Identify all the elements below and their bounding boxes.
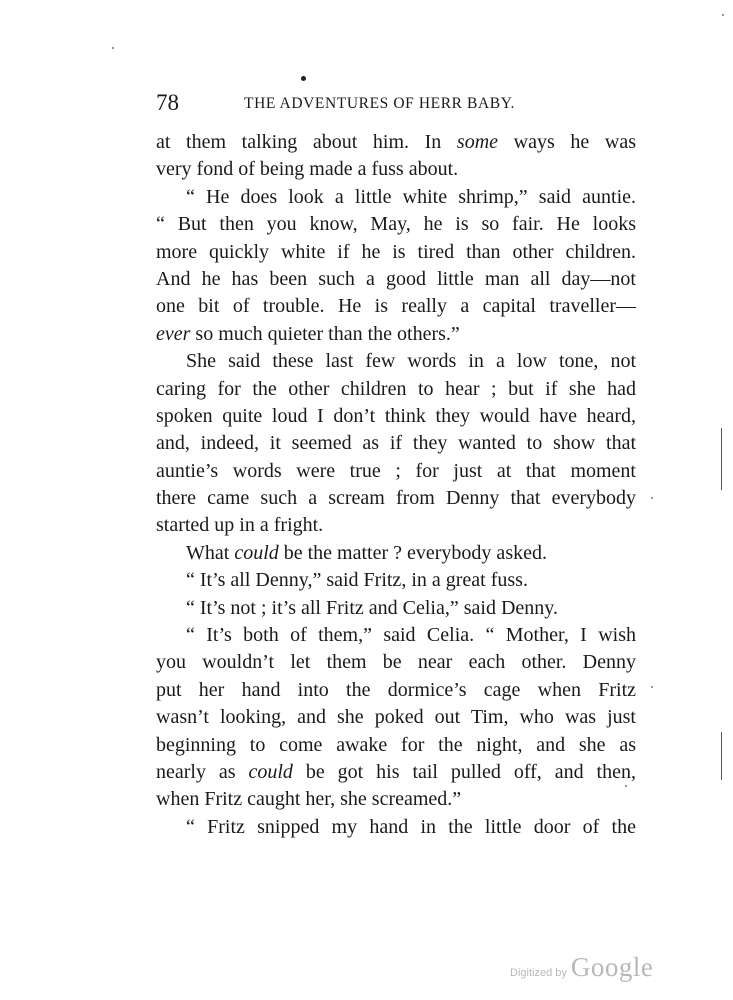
page-number: 78 <box>156 90 179 115</box>
text-line <box>156 458 636 485</box>
text-line <box>156 348 636 375</box>
scan-speck <box>625 785 627 787</box>
text-line <box>156 567 636 594</box>
text-line <box>156 376 636 403</box>
text-line <box>156 512 636 539</box>
line-text: so much quieter than the others.” <box>190 322 460 345</box>
line-text: very fond of being made a fuss about. <box>156 158 459 181</box>
line-text: and, indeed, it seemed as if they wanted to show that <box>156 432 636 455</box>
line-text: “ It’s both of them,” said Celia. “ Mother, I wish <box>186 624 636 647</box>
line-text: “ But then you know, May, he is so fair. He looks <box>156 213 636 236</box>
line-text: ways he was <box>498 131 636 153</box>
line-text: wasn’t looking, and she poked out Tim, who was just <box>156 706 636 729</box>
text-line <box>156 786 636 813</box>
scan-speck <box>651 686 653 688</box>
running-head <box>156 88 596 118</box>
text-line <box>156 293 636 320</box>
line-text: be the matter ? everybody asked. <box>278 541 547 564</box>
line-text: caring for the other children to hear ; but if she had <box>156 377 636 400</box>
emphasis-text: some <box>456 131 499 153</box>
line-text: be got his tail pulled off, and then, <box>292 760 636 783</box>
text-line <box>156 485 636 512</box>
text-line <box>156 403 636 430</box>
scan-speck <box>651 497 653 499</box>
emphasis-text: ever <box>156 322 191 345</box>
emphasis-text: could <box>248 760 293 783</box>
line-text: nearly as <box>156 760 249 783</box>
text-line <box>156 649 636 676</box>
line-text: at them talking about him. In <box>156 131 457 153</box>
margin-rule <box>721 732 722 780</box>
line-text: one bit of trouble. He is really a capital traveller— <box>156 295 636 318</box>
line-text: started up in a fright. <box>156 514 324 537</box>
line-text: “ Fritz snipped my hand in the little door of the <box>186 815 636 838</box>
text-line <box>156 239 636 266</box>
text-line <box>156 704 636 731</box>
text-line <box>156 184 636 211</box>
digitized-by-google-watermark <box>510 952 670 988</box>
text-line <box>156 266 636 293</box>
line-text: when Fritz caught her, she screamed.” <box>156 788 462 811</box>
text-line <box>156 732 636 759</box>
line-text: spoken quite loud I don’t think they would have heard, <box>156 404 636 427</box>
text-line <box>156 156 636 183</box>
line-text: “ It’s not ; it’s all Fritz and Celia,” said Denny. <box>186 596 558 619</box>
line-text: beginning to come awake for the night, and she as <box>156 733 636 756</box>
line-text: She said these last few words in a low tone, not <box>186 350 636 373</box>
line-text: And he has been such a good little man all day—not <box>156 267 636 290</box>
text-line <box>156 595 636 622</box>
watermark-prefix: Digitized by <box>510 967 567 979</box>
text-line <box>156 129 636 156</box>
scan-speck <box>722 14 724 16</box>
line-text: “ He does look a little white shrimp,” said auntie. <box>186 185 636 208</box>
google-logo-text: Google <box>570 952 654 982</box>
body-text <box>156 129 636 841</box>
text-line <box>156 759 636 786</box>
emphasis-text: could <box>234 541 279 564</box>
text-line <box>156 211 636 238</box>
line-text: you wouldn’t let them be near each other. Denny <box>156 651 636 674</box>
text-line <box>156 430 636 457</box>
text-line <box>156 321 636 348</box>
text-line <box>156 814 636 841</box>
running-title: THE ADVENTURES OF HERR BABY. <box>244 95 515 112</box>
scan-speck <box>112 47 114 49</box>
line-text: put her hand into the dormice’s cage when Fritz <box>156 678 636 701</box>
line-text: auntie’s words were true ; for just at that moment <box>156 459 636 482</box>
text-line <box>156 622 636 649</box>
line-text: more quickly white if he is tired than other children. <box>156 240 636 263</box>
line-text: there came such a scream from Denny that everybody <box>156 487 636 510</box>
ink-dot <box>301 76 306 81</box>
text-line <box>156 540 636 567</box>
line-text: What <box>186 541 235 564</box>
text-line <box>156 677 636 704</box>
line-text: “ It’s all Denny,” said Fritz, in a great fuss. <box>186 569 528 592</box>
margin-rule <box>721 428 722 490</box>
